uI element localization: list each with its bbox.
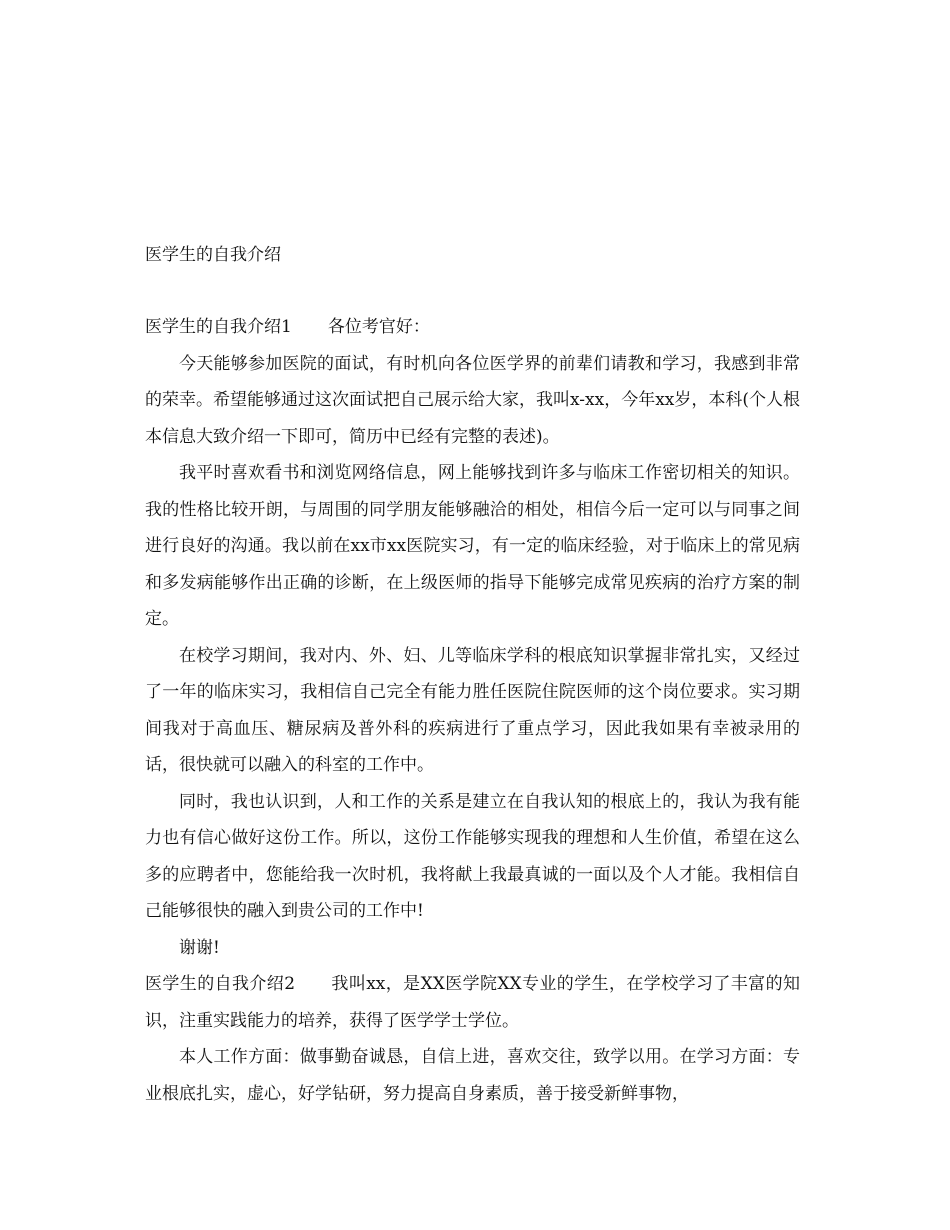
document-body	[145, 309, 800, 1112]
section2-heading: 医学生的自我介绍2	[145, 974, 296, 994]
section1-paragraph-2: 我平时喜欢看书和浏览网络信息，网上能够找到许多与临床工作密切相关的知识。我的性格比较开朗，与周围的同学朋友能够融洽的相处，相信今后一定可以与同事之间进行良好的沟通。我以前在xx市xx医院实习，有一定的临床经验，对于临床上的常见病和多发病能够作出正确的诊断，在上级医师的指导下能够完成常见疾病的治疗方案的制定。	[145, 463, 800, 629]
document-title: 医学生的自我介绍	[145, 245, 281, 265]
section1-heading: 医学生的自我介绍1	[145, 317, 292, 337]
section1-paragraph-4: 同时，我也认识到，人和工作的关系是建立在自我认知的根底上的，我认为我有能力也有信心做好这份工作。所以，这份工作能够实现我的理想和人生价值，希望在这么多的应聘者中，您能给我一次时机，我将献上我最真诚的一面以及个人才能。我相信自己能够很快的融入到贵公司的工作中!	[145, 791, 800, 921]
section2-heading-line	[145, 966, 800, 1039]
section1-thanks: 谢谢!	[179, 937, 220, 958]
section1-greeting: 各位考官好：	[327, 317, 430, 337]
section1-heading-line	[145, 309, 800, 346]
section1-paragraph-1: 今天能够参加医院的面试，有时机向各位医学界的前辈们请教和学习，我感到非常的荣幸。希望能够通过这次面试把自己展示给大家，我叫x-xx，今年xx岁，本科(个人根本信息大致介绍一下即可，简历中已经有完整的表述)。	[145, 353, 801, 447]
section2-paragraph-1: 本人工作方面：做事勤奋诚恳，自信上进，喜欢交往，致学以用。在学习方面：专业根底扎实，虚心，好学钻研，努力提高自身素质，善于接受新鲜事物，	[145, 1047, 800, 1104]
section1-paragraph-3: 在校学习期间，我对内、外、妇、儿等临床学科的根底知识掌握非常扎实，又经过了一年的临床实习，我相信自己完全有能力胜任医院住院医师的这个岗位要求。实习期间我对于高血压、糖尿病及普外科的疾病进行了重点学习，因此我如果有幸被录用的话，很快就可以融入的科室的工作中。	[145, 645, 800, 775]
section2-opening: 我叫xx，是XX医学院XX专业的学生，在学校学习了丰富的知识，注重实践能力的培养，获得了医学学士学位。	[145, 974, 800, 1031]
